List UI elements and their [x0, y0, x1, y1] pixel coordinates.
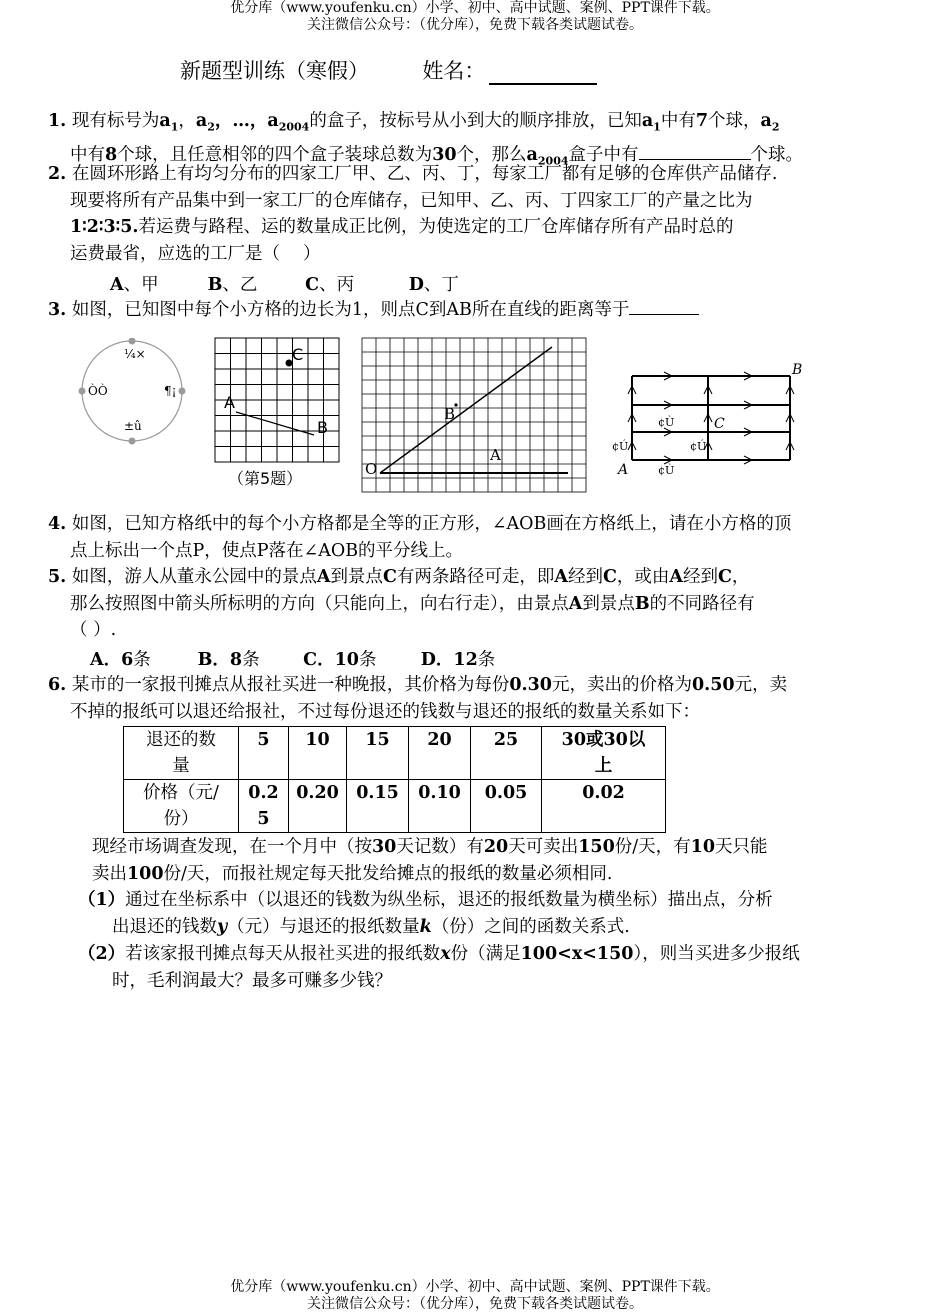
- q3-number: 3.: [48, 300, 67, 320]
- ring-label-top: ¼×: [124, 347, 146, 361]
- q4-line-2: 点上标出一个点P，使点P落在∠AOB的平分线上。: [70, 540, 464, 561]
- label-a: A: [490, 446, 501, 464]
- q1-text: 中有: [660, 111, 696, 131]
- q3-text: 如图，已知图中每个小方格的边长为1，则点C到AB所在直线的距离等于: [71, 300, 630, 320]
- q5-option-b[interactable]: B．8条: [197, 650, 260, 670]
- q1-text: 盒子中有: [568, 145, 639, 165]
- q6-text: 通过在坐标系中（以退还的钱数为纵坐标，退还的报纸数量为横坐标）描出点，分析: [125, 890, 773, 910]
- table-cell: 10: [289, 727, 347, 780]
- q2-options: [110, 271, 459, 296]
- q4-line-1: 如图，已知方格纸中的每个小方格都是全等的正方形，∠AOB画在方格纸上，请在小方格的顶: [71, 514, 792, 534]
- q2-option-c[interactable]: C、丙: [305, 275, 355, 295]
- q6-var-x: x: [440, 944, 451, 964]
- table-cell: 0.20: [289, 780, 347, 833]
- q6-number: 100: [127, 863, 164, 884]
- table-cell: 价格（元/ 份）: [124, 780, 239, 833]
- q6-text: 份/天，而报社规定每天批发给摊点的报纸的数量必须相同.: [163, 863, 613, 884]
- q5-point: A: [316, 567, 331, 587]
- q1-sub: 2: [771, 120, 780, 134]
- label-a: A: [618, 462, 629, 478]
- table-cell: 15: [347, 727, 409, 780]
- q1-number-7: 7: [695, 111, 709, 131]
- page-title: [180, 55, 597, 85]
- q5-text: 的不同路径有: [649, 593, 755, 614]
- q2-line-1: 在圆环形路上有均匀分布的四家工厂甲、乙、丙、丁，每家工厂都有足够的仓库供产品储存.: [71, 164, 778, 184]
- q6-condition: 100<x<150: [520, 944, 634, 964]
- q1-a: a: [195, 111, 208, 131]
- q1-text: 个球，: [708, 111, 761, 131]
- q6-sub-number: （2）: [78, 944, 126, 964]
- label-b: B: [444, 405, 456, 423]
- q4-number: 4.: [48, 514, 67, 534]
- q6-price: 0.30: [509, 675, 552, 695]
- q5-number: 5.: [48, 567, 67, 587]
- question-5: [48, 564, 900, 644]
- q5-text: 到景点: [582, 593, 635, 614]
- table-cell: 0.05: [471, 780, 542, 833]
- q5-text: 有两条路径可走，即: [396, 567, 555, 587]
- q2-option-d[interactable]: D、丁: [408, 275, 459, 295]
- q5-text: ，或由: [616, 567, 670, 587]
- name-blank: [489, 63, 597, 85]
- table-row: [124, 780, 666, 833]
- q6-text: ），则当买进多少报纸: [633, 944, 800, 964]
- label-c: C: [714, 416, 725, 432]
- q1-number-8: 8: [105, 145, 118, 165]
- arrow-heads: [628, 372, 794, 464]
- q1-text: 个，那么: [456, 145, 527, 165]
- label-o: O: [365, 460, 378, 478]
- q1-sub: 1: [170, 120, 179, 134]
- q6-text: 元，卖出的价格为: [551, 675, 692, 695]
- q5-point: B: [634, 593, 650, 614]
- q6-sub-2: [78, 941, 900, 994]
- q2-option-a[interactable]: A、甲: [110, 275, 159, 295]
- question-4: [48, 511, 900, 564]
- q1-text: 个球。: [750, 145, 804, 165]
- q5-option-a[interactable]: A．6条: [90, 650, 151, 670]
- factory-bottom-dot: [129, 438, 136, 445]
- q6-text: 卖出: [92, 863, 127, 884]
- q5-text: 那么按照图中箭头所标明的方向（只能向上，向右行走），由景点: [70, 593, 569, 614]
- q5-text: 到景点: [330, 567, 383, 587]
- q5-option-c[interactable]: C．10条: [303, 650, 377, 670]
- q5-text: 经到: [682, 567, 718, 587]
- figure-angle-aob: [360, 337, 590, 495]
- q6-text: 现经市场调查发现，在一个月中（按: [92, 837, 372, 857]
- ring-label-bottom: ±û: [124, 419, 142, 433]
- q1-a: a: [159, 111, 171, 131]
- grid-lines: [362, 338, 586, 492]
- q6-var-y: y: [217, 916, 228, 937]
- ring-label-left: ÒÒ: [88, 384, 108, 398]
- q1-text: 的盒子，按标号从小到大的顺序排放，已知: [309, 111, 642, 131]
- name-label: 姓名：: [422, 59, 486, 83]
- table-cell: 5: [239, 727, 289, 780]
- q1-text: 现有标号为: [71, 111, 160, 131]
- footer-line-2: 关注微信公众号：（优分库），免费下载各类试题试卷。: [307, 1296, 643, 1312]
- header: [0, 0, 950, 34]
- footer-line-1: 优分库（www.youfenku.cn）小学、初中、高中试题、案例、PPT课件下载。: [230, 1279, 720, 1295]
- label-a: A: [224, 393, 235, 412]
- q2-ratio: 1∶2∶3∶5.: [70, 217, 139, 237]
- q5-point: A: [669, 567, 683, 587]
- q6-line-2: 不掉的报纸可以退还给报社，不过每份退还的钱数与退还的报纸的数量关系如下：: [70, 701, 700, 722]
- q5-point: C: [717, 567, 732, 587]
- q6-text: 出退还的钱数: [112, 916, 217, 937]
- garbled-label-1: ¢Ù: [658, 416, 675, 429]
- header-line-2: 关注微信公众号：（优分库），免费下载各类试题试卷。: [307, 17, 643, 33]
- figure-grid-cab: [214, 337, 344, 494]
- q6-text: 天只能: [715, 837, 768, 857]
- question-3: [48, 296, 900, 324]
- question-6: [48, 672, 900, 725]
- q1-text: ，: [178, 111, 196, 131]
- q1-number-30: 30: [432, 145, 457, 165]
- q6-text: 份/天，有: [614, 837, 691, 857]
- table-cell: 0.02: [542, 780, 666, 833]
- q2-option-b[interactable]: B、乙: [207, 275, 258, 295]
- q6-number: 30: [372, 837, 397, 857]
- q6-text: 时，毛利润最大？最多可赚多少钱？: [112, 970, 392, 991]
- factory-left-dot: [79, 388, 86, 395]
- label-c: C: [292, 345, 304, 364]
- q6-price: 0.50: [691, 675, 735, 695]
- q5-option-d[interactable]: D．12条: [420, 650, 496, 670]
- q6-number: 150: [578, 837, 615, 857]
- title-text: 新题型训练（寒假）: [180, 59, 369, 83]
- label-b: B: [792, 362, 803, 378]
- footer: [0, 1279, 950, 1313]
- q6-text: （份）之间的函数关系式.: [431, 916, 630, 937]
- table-cell: 退还的数 量: [124, 727, 239, 780]
- q6-text: 份（满足: [450, 944, 521, 964]
- q1-sub: 2: [207, 120, 215, 134]
- q5-point: A: [568, 593, 583, 614]
- q1-a: a: [267, 111, 279, 131]
- q5-options: [90, 646, 495, 671]
- label-b: B: [317, 418, 328, 437]
- question-2: [48, 161, 900, 267]
- return-price-table: [123, 726, 666, 833]
- q3-answer-blank[interactable]: [629, 296, 699, 315]
- q6-number: 10: [690, 837, 716, 857]
- q1-a: a: [526, 145, 538, 165]
- garbled-label-3: ¢Ú: [690, 440, 707, 453]
- factory-right-dot: [179, 388, 186, 395]
- q5-text: ，: [731, 567, 750, 587]
- q1-a: a: [760, 111, 772, 131]
- table-row: [124, 727, 666, 780]
- q5-point: C: [602, 567, 617, 587]
- q1-sub: 2004: [537, 154, 569, 168]
- q2-line-3: 若运费与路程、运的数量成正比例，为使选定的工厂仓库储存所有产品时总的: [138, 217, 734, 237]
- figure-path-network: [610, 358, 810, 478]
- q2-number: 2.: [48, 164, 67, 184]
- q1-number: 1.: [48, 111, 67, 131]
- q6-text: 天记数）有: [396, 837, 484, 857]
- q1-text: 个球，且任意相邻的四个盒子装球总数为: [117, 145, 433, 165]
- q6-sub-1: [78, 887, 900, 940]
- q5-text: 经到: [567, 567, 603, 587]
- table-cell: 25: [471, 727, 542, 780]
- q1-sub: 1: [653, 120, 661, 134]
- header-line-1: 优分库（www.youfenku.cn）小学、初中、高中试题、案例、PPT课件下载。: [230, 0, 720, 16]
- figure-caption: （第5题）: [228, 469, 303, 488]
- q6-number: 6.: [48, 675, 67, 695]
- q6-var-k: k: [419, 916, 432, 937]
- q1-text: 中有: [70, 145, 105, 165]
- table-cell: 0.2 5: [239, 780, 289, 833]
- q5-text: 如图，游人从董永公园中的景点: [71, 567, 317, 587]
- q5-point: A: [554, 567, 568, 587]
- q6-sub-number: （1）: [78, 890, 126, 910]
- q6-text: 某市的一家报刊摊点从报社买进一种晚报，其价格为每份: [71, 675, 510, 695]
- q1-sub: 2004: [278, 120, 310, 134]
- q1-a: a: [641, 111, 654, 131]
- table-cell: 30或30以 上: [542, 727, 666, 780]
- q6-text: 天可卖出: [508, 837, 579, 857]
- ring-label-right: ¶¡: [164, 384, 177, 398]
- q6-number: 20: [483, 837, 509, 857]
- table-cell: 0.10: [409, 780, 471, 833]
- q6-text: （元）与退还的报纸数量: [227, 916, 420, 937]
- figure-ring: [76, 338, 196, 448]
- table-cell: 0.15: [347, 780, 409, 833]
- q1-answer-blank[interactable]: [639, 141, 751, 160]
- garbled-label-4: ¢Ù: [658, 464, 675, 477]
- q1-text: ，…，: [214, 111, 268, 131]
- q2-line-2: 现要将所有产品集中到一家工厂的仓库储存，已知甲、乙、丙、丁四家工厂的产量之比为: [70, 190, 753, 211]
- table-cell: 20: [409, 727, 471, 780]
- q5-point: C: [382, 567, 397, 587]
- q6-paragraph: [92, 834, 900, 887]
- q2-line-4: 运费最省，应选的工厂是（ ）: [70, 243, 321, 264]
- q6-text: 元，卖: [734, 675, 788, 695]
- factory-top-dot: [129, 338, 136, 345]
- garbled-label-2: ¢Ú: [612, 440, 629, 453]
- q6-text: 若该家报刊摊点每天从报社买进的报纸数: [125, 944, 441, 964]
- q5-line-3: （ ）.: [70, 620, 117, 640]
